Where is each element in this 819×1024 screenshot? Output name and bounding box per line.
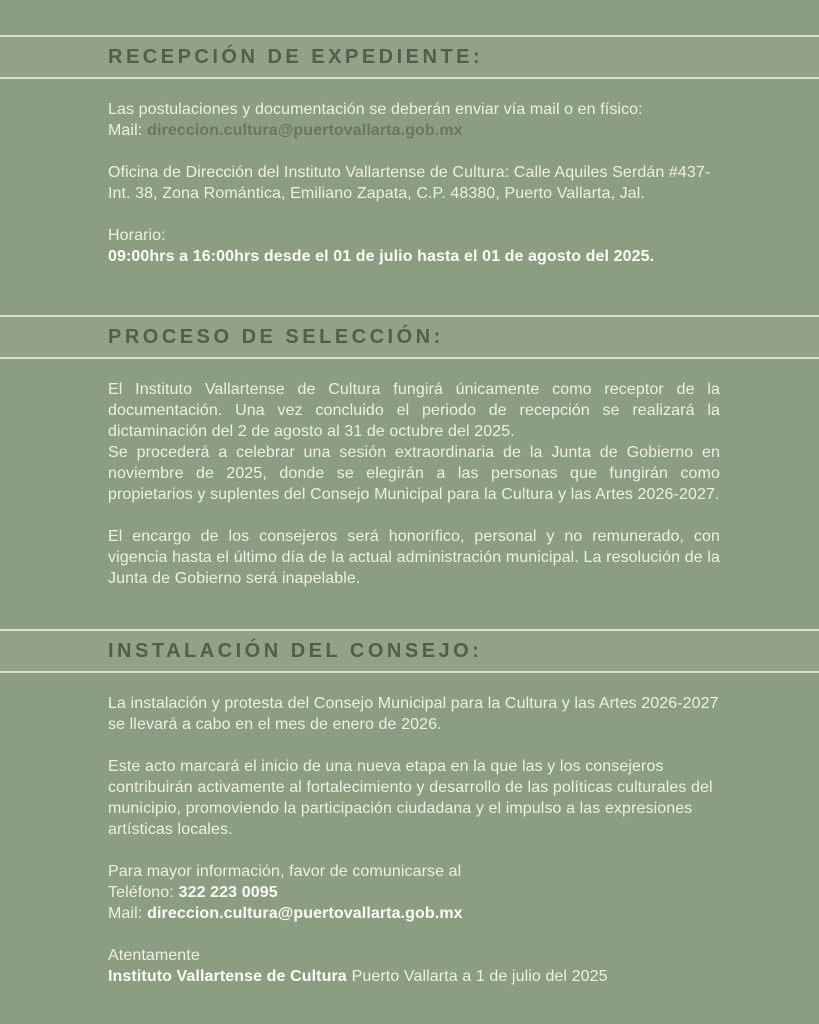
mail-line bbox=[108, 120, 720, 141]
section-body-proceso bbox=[0, 359, 819, 629]
section-title-recepcion: RECEPCIÓN DE EXPEDIENTE: bbox=[108, 45, 484, 68]
mail-line-2 bbox=[108, 903, 720, 924]
signature-institute: Instituto Vallartense de Cultura bbox=[108, 968, 347, 985]
contact-block bbox=[108, 861, 720, 924]
section-header-instalacion bbox=[0, 629, 819, 673]
mail-address: direccion.cultura@puertovallarta.gob.mx bbox=[147, 122, 463, 139]
mail-label: Mail: bbox=[108, 122, 143, 139]
paragraph-sesion-extraordinaria: Se procederá a celebrar una sesión extraordinaria de la Junta de Gobierno en noviembre de 2025, donde se elegirán a las personas que fungirán como propietarios y suplentes del Consejo Municipal para la Cultura y las Artes 2026-2027. bbox=[108, 444, 720, 503]
signature-place-date: Puerto Vallarta a 1 de julio del 2025 bbox=[351, 968, 608, 985]
paragraph-receptor: El Instituto Vallartense de Cultura fungirá únicamente como receptor de la documentación. Una vez concluido el periodo de recepción se realizará la dictaminación del 2 de agosto al 31 de octubre del 2025. bbox=[108, 381, 720, 440]
section-body-recepcion bbox=[0, 79, 819, 315]
schedule-label: Horario: bbox=[108, 227, 166, 244]
section-title-proceso: PROCESO DE SELECCIÓN: bbox=[108, 325, 444, 348]
office-address: Oficina de Dirección del Instituto Vallartense de Cultura: Calle Aquiles Serdán #437-Int. 38, Zona Romántica, Emiliano Zapata, C.P. 48380, Puerto Vallarta, Jal. bbox=[108, 164, 711, 202]
paragraph-contacto-intro: Para mayor información, favor de comunicarse al bbox=[108, 863, 462, 880]
top-margin bbox=[0, 0, 819, 35]
phone-label: Teléfono: bbox=[108, 884, 174, 901]
paragraph-postulaciones: Las postulaciones y documentación se deberán enviar vía mail o en físico: bbox=[108, 101, 643, 118]
schedule-hours: 09:00hrs a 16:00hrs desde el 01 de julio hasta el 01 de agosto del 2025. bbox=[108, 248, 655, 265]
phone-number: 322 223 0095 bbox=[178, 884, 278, 901]
schedule-block bbox=[108, 225, 720, 267]
paragraph-encargo-consejeros: El encargo de los consejeros será honorífico, personal y no remunerado, con vigencia hasta el último día de la actual administración municipal. La resolución de la Junta de Gobierno será inapelable. bbox=[108, 528, 720, 587]
mail-address-2: direccion.cultura@puertovallarta.gob.mx bbox=[147, 905, 463, 922]
signature-block bbox=[108, 945, 720, 987]
section-title-instalacion: INSTALACIÓN DEL CONSEJO: bbox=[108, 639, 483, 662]
phone-line bbox=[108, 882, 720, 903]
section-header-proceso bbox=[0, 315, 819, 359]
mail-label-2: Mail: bbox=[108, 905, 143, 922]
closing-atentamente: Atentamente bbox=[108, 947, 200, 964]
signature-line bbox=[108, 966, 720, 987]
paragraph-instalacion-protesta: La instalación y protesta del Consejo Municipal para la Cultura y las Artes 2026-2027 se llevará a cabo en el mes de enero de 2026. bbox=[108, 695, 719, 733]
section-body-instalacion bbox=[0, 673, 819, 1024]
section-header-recepcion bbox=[0, 35, 819, 79]
paragraph-nueva-etapa: Este acto marcará el inicio de una nueva etapa en la que las y los consejeros contribuirán activamente al fortalecimiento y desarrollo de las políticas culturales del municipio, promoviendo la participación ciudadana y el impulso a las expresiones artísticas locales. bbox=[108, 758, 713, 838]
